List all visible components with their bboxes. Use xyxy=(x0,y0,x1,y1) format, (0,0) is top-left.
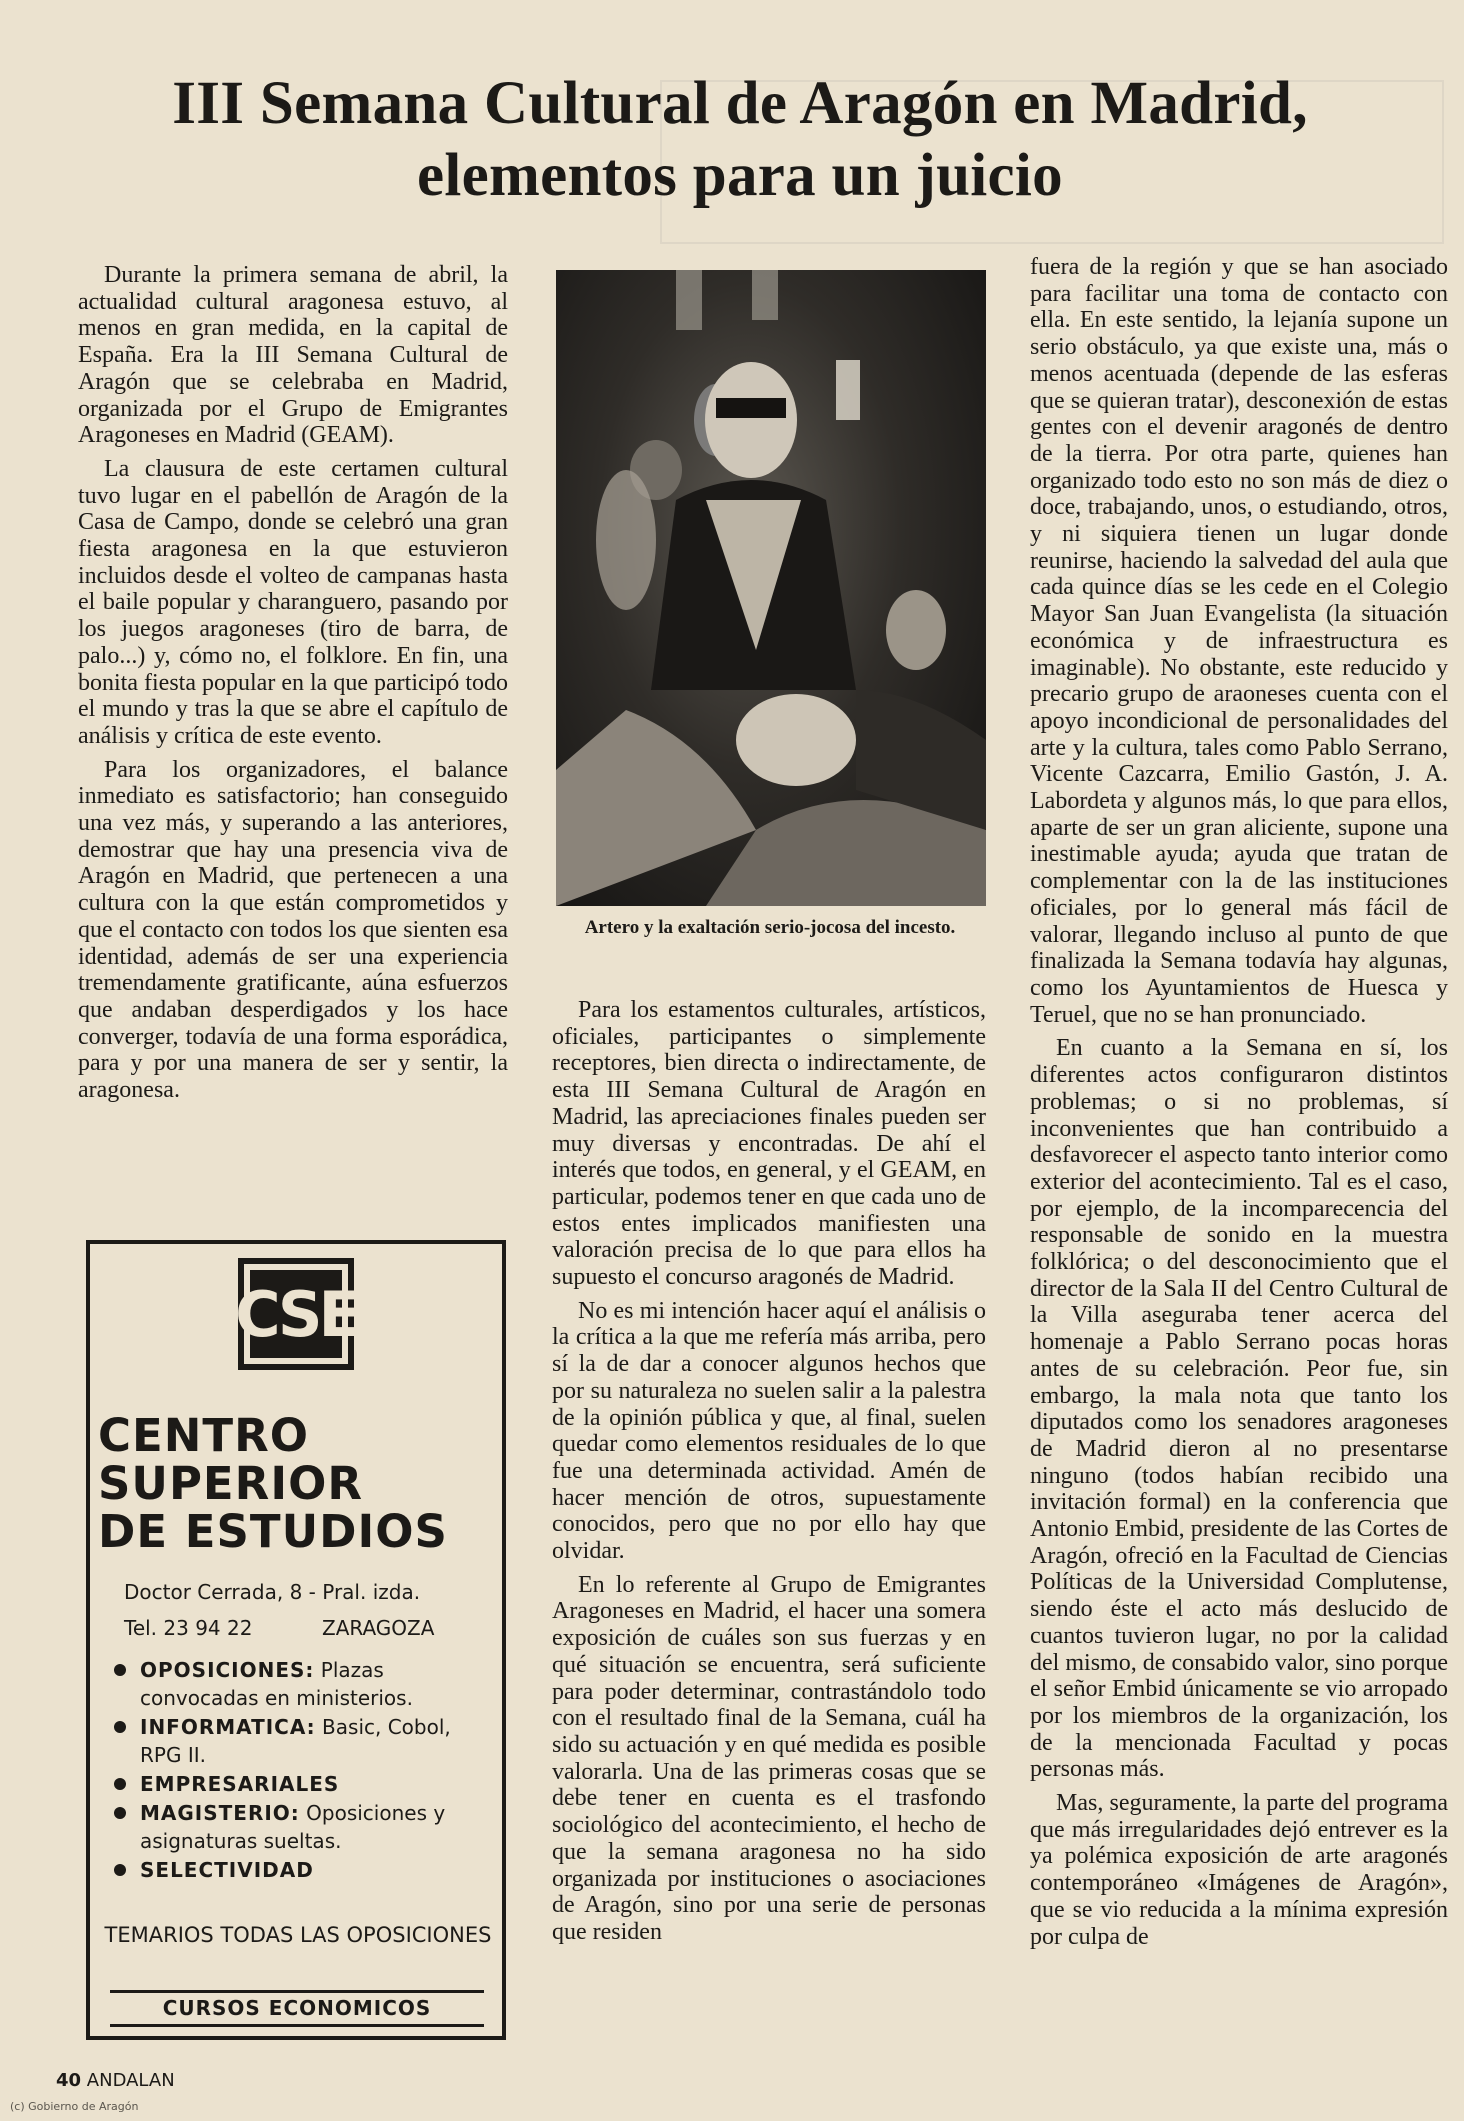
ad-temarios: TEMARIOS TODAS LAS OPOSICIONES xyxy=(104,1923,492,1947)
ad-name-line: DE ESTUDIOS xyxy=(98,1505,448,1558)
list-item xyxy=(112,1770,492,1798)
paragraph: Mas, seguramente, la parte del programa que más irregularidades dejó entrever es la ya polémica exposición de arte aragonés contemporáneo «Imágenes de Aragón», que se vio reducida a la mínima expresión por culpa de xyxy=(1030,1790,1448,1950)
paragraph: No es mi intención hacer aquí el análisis o la crítica a la que me refería más arriba, pero sí la de dar a conocer algunos hechos que por su naturaleza no suelen salir a la palestra de la opinión pública y que, al final, suelen quedar como elementos residuales de lo que fue una determinada actividad. Amén de hacer mención de otros, supuestamente conocidos, pero que no por ello hay que olvidar. xyxy=(552,1297,986,1565)
ad-city: ZARAGOZA xyxy=(322,1616,435,1640)
column-3 xyxy=(1030,254,1448,1957)
paragraph: En cuanto a la Semana en sí, los diferentes actos configuraron distintos problemas; o si no problemas, sí inconvenientes que han contribuido a desfavorecer el aspecto tanto interior como exterior del acontecimiento. Tal es el caso, por ejemplo, de la incomparecencia del responsable de sonido en la muestra folklórica; o del desconocimiento que el director de la Sala II del Centro Cultural de la Villa aseguraba tener acerca del homenaje a Pablo Serrano pocas horas antes de su celebración. Peor fue, sin embargo, la mala nota que tanto los diputados como los senadores aragoneses de Madrid dieron al no presentarse ninguno (todos habían recibido una invitación formal) en la conferencia que Antonio Embid, presidente de las Cortes de Aragón, ofreció en la Facultad de Ciencias Políticas de la Universidad Complutense, siendo éste el acto más deslucido de cuantos tuvieron lugar, no por la calidad del mismo, de consabido valor, sino porque el señor Embid únicamente se vio arropado por los miembros de la organización, los de la mencionada Facultad y pocas personas más. xyxy=(1030,1035,1448,1783)
copyright-credit: (c) Gobierno de Aragón xyxy=(10,2100,139,2113)
photo-caption: Artero y la exaltación serio-jocosa del incesto. xyxy=(584,917,956,938)
ad-phone: Tel. 23 94 22 xyxy=(124,1616,253,1640)
list-item xyxy=(112,1799,492,1855)
cse-logo-mark: CSE xyxy=(250,1270,342,1358)
course-title: OPOSICIONES: xyxy=(140,1658,315,1682)
list-item xyxy=(112,1656,492,1712)
headline-line-2: elementos para un juicio xyxy=(417,142,1063,209)
page-number: 40 xyxy=(56,2070,82,2091)
course-desc: Plazas convocadas en ministerios. xyxy=(140,1658,413,1710)
course-title: INFORMATICA: xyxy=(140,1715,316,1739)
paragraph: fuera de la región y que se han asociado para facilitar una toma de contacto con ella. En este sentido, la lejanía supone un serio obstáculo, ya que existe una, más o menos acentuada (depende de las esferas que se quieran tratar), desconexión de estas gentes con el devenir aragonés de dentro de la tierra. Por otra parte, quienes han organizado todo esto no son más de diez o doce, trabajando, unos, o estudiando, otros, y ni siquiera tienen un lugar donde reunirse, haciendo la salvedad del aula que cada quince días se les cede en el Colegio Mayor San Juan Evangelista (la situación económica y de infraestructura es imaginable). No obstante, este reducido y precario grupo de araoneses cuenta con el apoyo incondicional de personalidades del arte y la cultura, tales como Pablo Serrano, Vicente Cazcarra, Emilio Gastón, J. A. Labordeta y algunos más, lo que para ellos, aparte de ser un gran aliciente, supone una inestimable ayuda; ayuda que tratan de complementar con la de las instituciones oficiales, por lo general más fácil de valorar, llegando incluso al punto de que finalizada la Semana todavía hay algunas, como los Ayuntamientos de Huesca y Teruel, que no se han pronunciado. xyxy=(1030,254,1448,1028)
page-footer xyxy=(56,2070,175,2091)
ad-course-list xyxy=(112,1656,492,1885)
ad-institution-name xyxy=(98,1409,498,1558)
paragraph: Para los organizadores, el balance inmediato es satisfactorio; han conseguido una vez más, y superando a las anteriores, demostrar que hay una presencia viva de Aragón en Madrid, que pertenecen a una cultura con la que están comprometidos y que el contacto con todos los que sienten esa identidad, además de ser una experiencia tremendamente gratificante, aúna esfuerzos que andaban desperdigados y los hace converger, todavía de una forma esporádica, para y por una manera de ser y sentir, la aragonesa. xyxy=(78,756,508,1104)
ad-name-line: CENTRO xyxy=(98,1409,310,1462)
column-1 xyxy=(78,262,508,1111)
course-desc: Oposiciones y asignaturas sueltas. xyxy=(140,1801,446,1853)
divider xyxy=(110,2024,484,2027)
paragraph: En lo referente al Grupo de Emigrantes Aragoneses en Madrid, el hacer una somera exposición de cuáles son sus fuerzas y en qué situación se encuentra, será suficiente para poder determinar, contrastándolo todo con el resultado final de la Semana, cuál ha sido su actuación y en qué medida es posible valorarla. Una de las primeras cosas que se debe tener en cuenta es el trasfondo sociológico del acontecimiento, el hecho de que la semana aragonesa no ha sido organizada por instituciones o asociaciones de Aragón, sino por una serie de personas que residen xyxy=(552,1571,986,1945)
bullet-icon xyxy=(114,1807,126,1819)
column-2 xyxy=(552,997,986,1953)
list-item xyxy=(112,1856,492,1884)
course-title: SELECTIVIDAD xyxy=(140,1858,314,1882)
article-photo xyxy=(556,270,986,906)
bullet-icon xyxy=(114,1664,126,1676)
paragraph: La clausura de este certamen cultural tuvo lugar en el pabellón de Aragón de la Casa de Campo, donde se celebró una gran fiesta aragonesa en la que estuvieron incluidos desde el volteo de campanas hasta el baile popular y charanguero, pasando por los juegos aragoneses (tiro de barra, de palo...) y, cómo no, el folklore. En fin, una bonita fiesta popular en la que participó todo el mundo y tras la que se abre el capítulo de análisis y crítica de este evento. xyxy=(78,455,508,749)
ad-address: Doctor Cerrada, 8 - Pral. izda. xyxy=(124,1580,421,1604)
course-title: MAGISTERIO: xyxy=(140,1801,300,1825)
bullet-icon xyxy=(114,1778,126,1790)
course-title: EMPRESARIALES xyxy=(140,1772,340,1796)
ad-name-line: SUPERIOR xyxy=(98,1457,363,1510)
article-headline xyxy=(80,68,1400,212)
course-desc: Basic, Cobol, RPG II. xyxy=(140,1715,451,1767)
cse-logo-icon xyxy=(235,1258,357,1370)
headline-line-1: III Semana Cultural de Aragón en Madrid, xyxy=(172,70,1308,137)
paragraph: Durante la primera semana de abril, la actualidad cultural aragonesa estuvo, al menos en gran medida, en la capital de España. Era la III Semana Cultural de Aragón que se celebraba en Madrid, organizada por el Grupo de Emigrantes Aragoneses en Madrid (GEAM). xyxy=(78,262,508,449)
bullet-icon xyxy=(114,1721,126,1733)
list-item xyxy=(112,1713,492,1769)
photo-illustration xyxy=(556,270,986,906)
magazine-name: ANDALAN xyxy=(86,2070,175,2091)
divider xyxy=(110,1990,484,1993)
advertisement-box xyxy=(86,1240,506,2040)
ad-cursos: CURSOS ECONOMICOS xyxy=(162,1996,432,2020)
paragraph: Para los estamentos culturales, artísticos, oficiales, participantes o simplemente receptores, bien directa o indirectamente, de esta III Semana Cultural de Aragón en Madrid, las apreciaciones finales pueden ser muy diversas y encontradas. De ahí el interés que todos, en general, y el GEAM, en particular, podemos tener en que cada uno de estos entes implicados manifiesten una valoración precisa de lo que para ellos ha supuesto el concurso aragonés de Madrid. xyxy=(552,997,986,1291)
bullet-icon xyxy=(114,1864,126,1876)
